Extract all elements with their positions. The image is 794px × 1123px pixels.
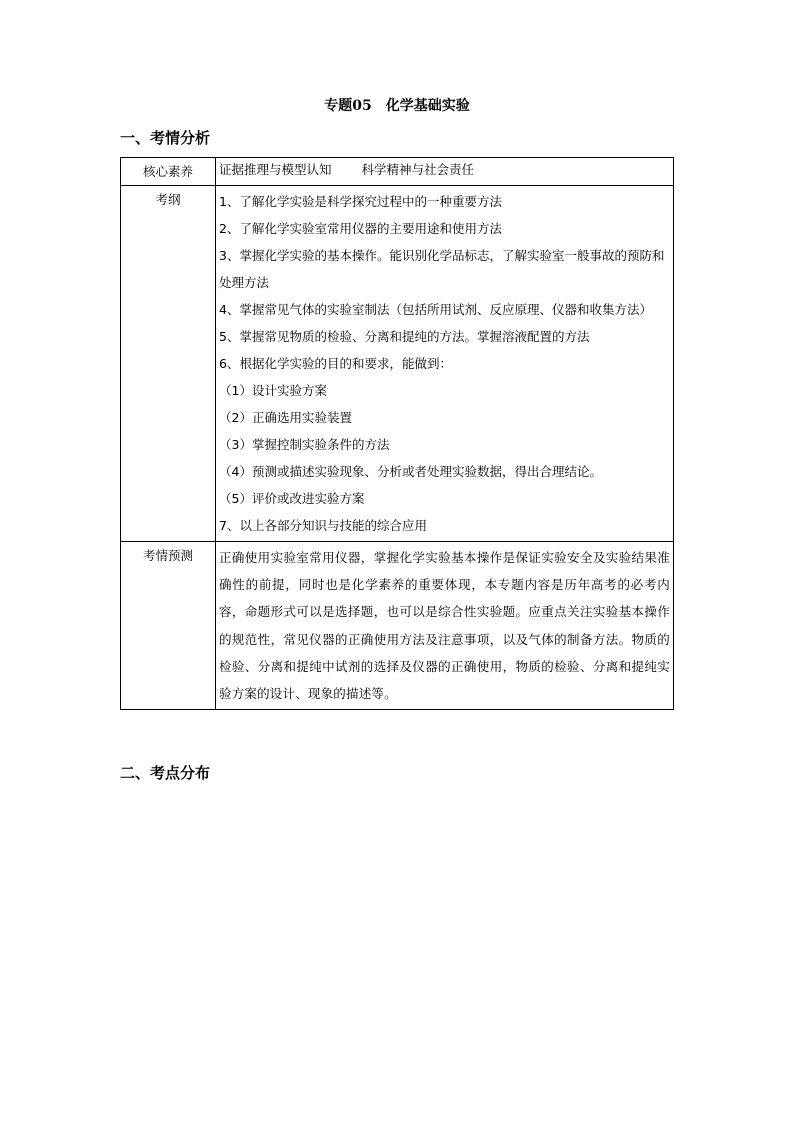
section-heading-distribution: 二、考点分布 (120, 764, 211, 782)
syllabus-item: 7、以上各部分知识与技能的综合应用 (219, 518, 427, 533)
core-value-2: 科学精神与社会责任 (361, 162, 475, 177)
syllabus-item: （4）预测或描述实验现象、分析或者处理实验数据，得出合理结论。 (219, 464, 602, 479)
table-row-core-literacy (121, 158, 674, 186)
page-title: 专题05 化学基础实验 (324, 98, 470, 114)
core-value-1: 证据推理与模型认知 (219, 162, 332, 177)
label-forecast: 考情预测 (121, 542, 216, 710)
label-core-literacy: 核心素养 (121, 158, 216, 186)
syllabus-item: 3、掌握化学实验的基本操作。能识别化学品标志，了解实验室一般事故的预防和处理方法 (219, 248, 665, 290)
syllabus-content (216, 186, 674, 542)
syllabus-item: 4、掌握常见气体的实验室制法（包括所用试剂、反应原理、仪器和收集方法） (219, 302, 652, 317)
syllabus-item: 2、了解化学实验室常用仪器的主要用途和使用方法 (219, 221, 502, 236)
table-row-syllabus (121, 186, 674, 542)
core-literacy-values (216, 158, 674, 186)
syllabus-item: 5、掌握常见物质的检验、分离和提纯的方法。掌握溶液配置的方法 (219, 329, 590, 344)
syllabus-item: （3）掌握控制实验条件的方法 (219, 437, 390, 452)
syllabus-item: 1、了解化学实验是科学探究过程中的一种重要方法 (219, 194, 502, 209)
syllabus-item: （1）设计实验方案 (219, 383, 327, 398)
table-row-forecast (121, 542, 674, 710)
syllabus-item: （5）评价或改进实验方案 (219, 491, 365, 506)
syllabus-item: （2）正确选用实验装置 (219, 410, 352, 425)
exam-analysis-table (120, 157, 674, 710)
forecast-text: 正确使用实验室常用仪器，掌握化学实验基本操作是保证实验安全及实验结果准确性的前提，同时也是化学素养的重要体现，本专题内容是历年高考的必考内容，命题形式可以是选择题，也可以是综合性实验题。应重点关注实验基本操作的规范性，常见仪器的正确使用方法及注意事项，以及气体的制备方法。物质的检验、分离和提纯中试剂的选择及仪器的正确使用，物质的检验、分离和提纯实验方案的设计、现象的描述等。 (216, 542, 674, 710)
section-heading-analysis: 一、考情分析 (120, 129, 211, 147)
syllabus-item: 6、根据化学实验的目的和要求，能做到： (219, 356, 452, 371)
label-syllabus: 考纲 (121, 186, 216, 542)
